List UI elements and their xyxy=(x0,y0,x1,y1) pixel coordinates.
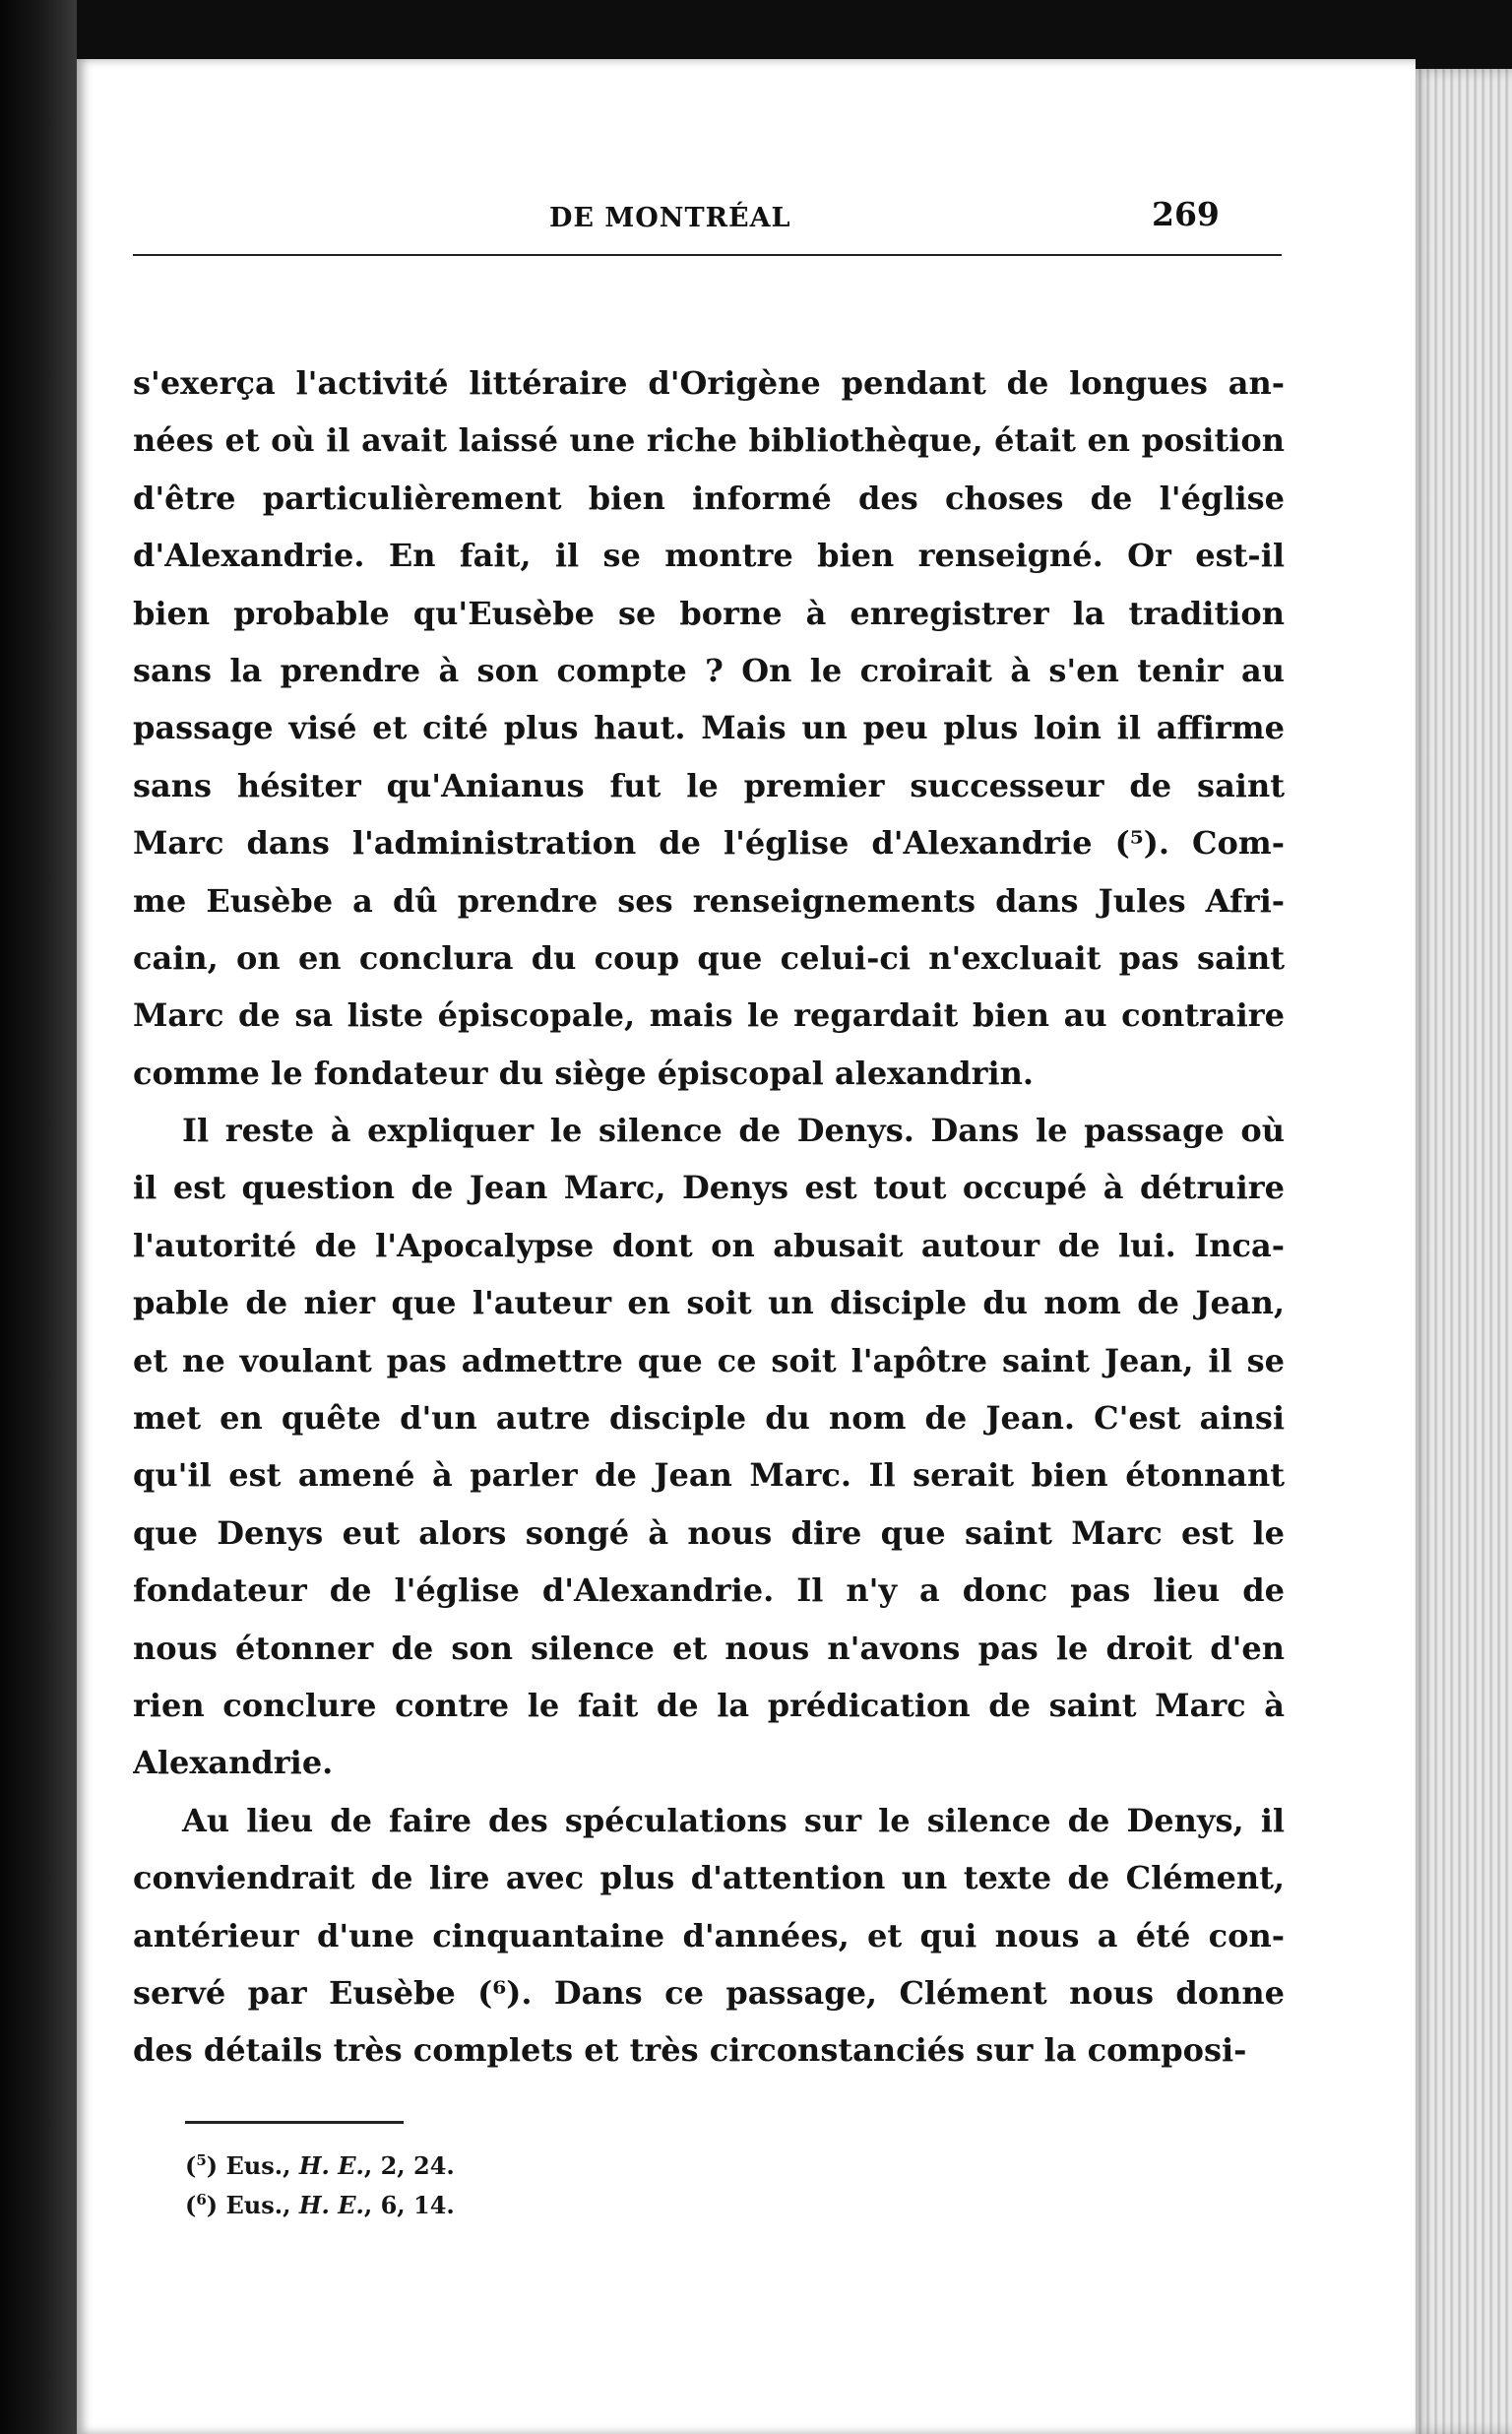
text-line: que Denys eut alors songé à nous dire que saint Marc est le xyxy=(133,1513,1285,1552)
footnote-source: Eus., xyxy=(225,2151,299,2180)
text-line: fondateur de l'église d'Alexandrie. Il n'y a donc pas lieu de xyxy=(133,1571,1285,1610)
text-line: Alexandrie. xyxy=(133,1744,334,1782)
text-line: passage visé et cité plus haut. Mais un peu plus loin il affirme xyxy=(133,709,1285,747)
footnote: ($^5$) Eus., H. E., 2, 24. xyxy=(185,2151,455,2180)
text-line: antérieur d'une cinquantaine d'années, et qui nous a été con- xyxy=(133,1916,1285,1954)
page-number: 269 xyxy=(1152,195,1220,233)
footnotes xyxy=(185,2141,455,2219)
page-stack-edges xyxy=(1408,69,1512,2434)
body-text xyxy=(133,354,1285,2080)
text-line: met en quête d'un autre disciple du nom de Jean. C'est ainsi xyxy=(133,1399,1285,1438)
footnote-marker: 5 xyxy=(196,2151,207,2169)
footnote: ($^6$) Eus., H. E., 6, 14. xyxy=(185,2191,455,2219)
paragraph xyxy=(133,354,1285,1102)
book-binding-shadow xyxy=(0,0,77,2434)
text-line: Marc de sa liste épiscopale, mais le regardait bien au contraire xyxy=(133,996,1285,1035)
text-line: comme le fondateur du siège épiscopal alexandrin. xyxy=(133,1054,1035,1092)
running-head xyxy=(77,189,1416,238)
text-line: me Eusèbe a dû prendre ses renseignements dans Jules Afri- xyxy=(133,881,1285,920)
text-line: nées et où il avait laissé une riche bibliothèque, était en position xyxy=(133,421,1285,460)
text-line: d'être particulièrement bien informé des choses de l'église xyxy=(133,479,1285,517)
footnote-marker: 6 xyxy=(196,2191,207,2209)
text-line: Au lieu de faire des spéculations sur le silence de Denys, il xyxy=(182,1801,1285,1839)
footnote-source: Eus., xyxy=(225,2191,299,2219)
text-line: rien conclure contre le fait de la prédication de saint Marc à xyxy=(133,1686,1285,1724)
text-line: il est question de Jean Marc, Denys est tout occupé à détruire xyxy=(133,1169,1285,1207)
text-line: d'Alexandrie. En fait, il se montre bien renseigné. Or est-il xyxy=(133,537,1285,575)
footnote-reference: , 2, 24. xyxy=(363,2151,455,2180)
text-line: bien probable qu'Eusèbe se borne à enregistrer la tradition xyxy=(133,594,1285,632)
text-line: sans la prendre à son compte ? On le croirait à s'en tenir au xyxy=(133,651,1285,689)
text-line: conviendrait de lire avec plus d'attention un texte de Clément, xyxy=(133,1859,1285,1897)
footnote-work-title: H. E. xyxy=(298,2151,364,2180)
running-title: DE MONTRÉAL xyxy=(549,203,791,233)
footnote-work-title: H. E. xyxy=(298,2191,364,2219)
text-line: qu'il est amené à parler de Jean Marc. Il serait bien étonnant xyxy=(133,1456,1285,1495)
text-line: cain, on en conclura du coup que celui-ci n'excluait pas saint xyxy=(133,938,1285,977)
text-line: s'exerça l'activité littéraire d'Origène pendant de longues an- xyxy=(133,364,1285,402)
paragraph xyxy=(133,1792,1285,2080)
footnote-rule xyxy=(185,2121,404,2124)
text-line: et ne voulant pas admettre que ce soit l'apôtre saint Jean, il se xyxy=(133,1341,1285,1379)
text-line: l'autorité de l'Apocalypse dont on abusait autour de lui. Inca- xyxy=(133,1226,1285,1264)
text-line: servé par Eusèbe (⁶). Dans ce passage, Clément nous donne xyxy=(133,1973,1285,2012)
text-line: pable de nier que l'auteur en soit un disciple du nom de Jean, xyxy=(133,1284,1285,1322)
book-page xyxy=(77,59,1416,2434)
paragraph xyxy=(133,1102,1285,1792)
text-line: sans hésiter qu'Anianus fut le premier successeur de saint xyxy=(133,766,1285,804)
text-line: Marc dans l'administration de l'église d'Alexandrie (⁵). Com- xyxy=(133,824,1285,863)
text-line: nous étonner de son silence et nous n'avons pas le droit d'en xyxy=(133,1629,1285,1667)
footnote-reference: , 6, 14. xyxy=(363,2191,455,2219)
header-rule xyxy=(133,254,1282,256)
text-line: des détails très complets et très circonstanciés sur la composi- xyxy=(133,2031,1247,2070)
text-line: Il reste à expliquer le silence de Denys. Dans le passage où xyxy=(182,1112,1285,1150)
